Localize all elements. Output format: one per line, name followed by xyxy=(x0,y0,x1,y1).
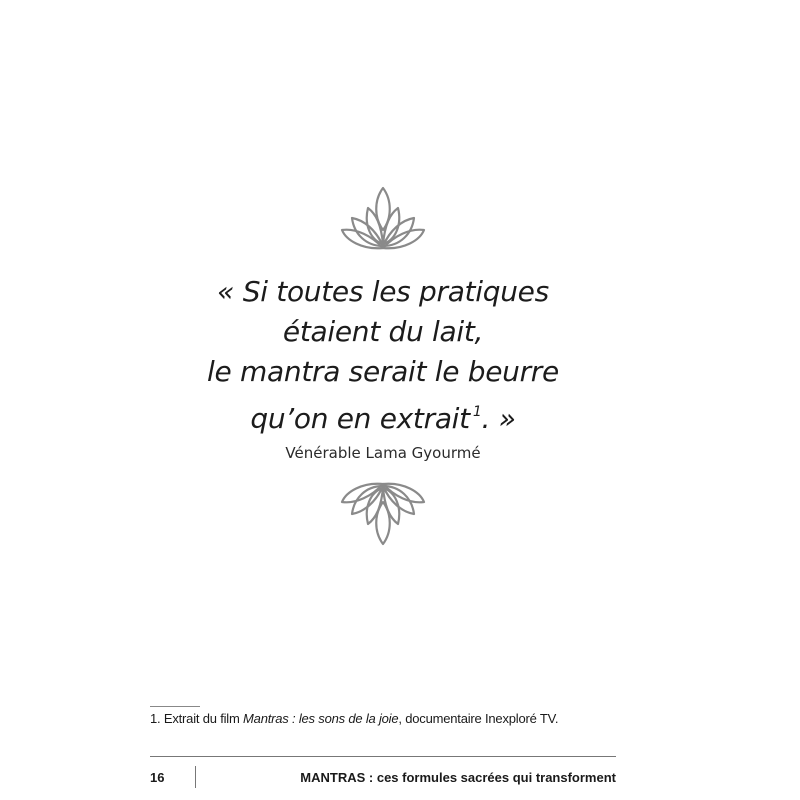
quote-line-1: « Si toutes les pratiques xyxy=(217,275,549,308)
lotus-top-icon xyxy=(340,184,426,254)
footnote-reference[interactable]: 1 xyxy=(472,404,482,420)
footer-rule xyxy=(150,756,616,757)
running-title: MANTRAS : ces formules sacrées qui transforment xyxy=(300,770,616,785)
page-number: 16 xyxy=(150,770,165,785)
quote-line-4-text: qu’on en extrait xyxy=(250,402,470,435)
epigraph-quote xyxy=(120,272,646,439)
footer-separator xyxy=(195,766,196,788)
footnote-film-title: Mantras : les sons de la joie xyxy=(243,711,399,726)
footnote-prefix: Extrait du film xyxy=(163,711,240,726)
lotus-bottom-icon xyxy=(340,478,426,548)
footnote-rule xyxy=(150,706,200,707)
quote-line-4-end: . » xyxy=(481,402,516,435)
footnote-suffix: , documentaire Inexploré TV. xyxy=(398,711,559,726)
footnote-number: 1. xyxy=(150,711,161,726)
quote-line-4 xyxy=(120,392,646,439)
footnote xyxy=(150,711,650,726)
quote-line-3: le mantra serait le beurre xyxy=(207,355,559,388)
quote-line-2: étaient du lait, xyxy=(282,315,484,348)
quote-author: Vénérable Lama Gyourmé xyxy=(285,444,481,462)
